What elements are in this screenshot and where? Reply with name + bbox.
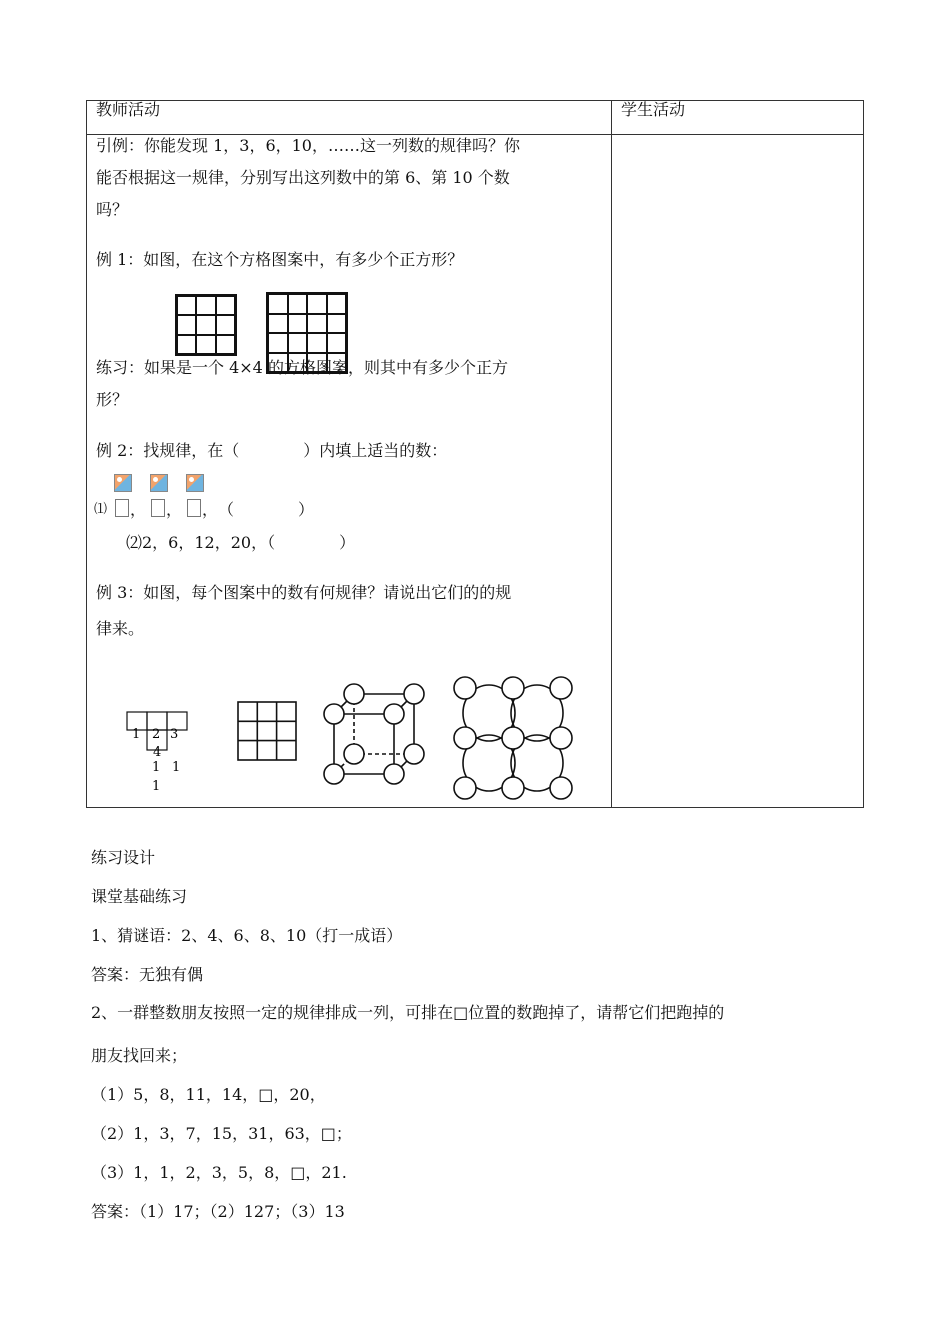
header-student: 学生活动 (621, 100, 686, 119)
question-2-item-3: （3）1，1，2，3，5，8，□，21. (91, 1163, 347, 1182)
header-teacher: 教师活动 (96, 100, 161, 119)
grid-figure (238, 702, 296, 760)
fig-num-a: 1 (132, 727, 141, 742)
practice-line-1: 练习：如果是一个 4×4 的方格图案，则其中有多少个正方 (96, 358, 508, 377)
intro-line-2: 能否根据这一规律，分别写出这列数中的第 6、第 10 个数 (96, 168, 510, 187)
pattern-picture-icon (186, 474, 204, 492)
example-2: 例 2：找规律，在（ ）内填上适当的数： (96, 441, 448, 460)
cube-figure (324, 684, 424, 784)
example-3-line-2: 律来。 (96, 619, 145, 638)
fig-num-c: 3 (170, 727, 179, 742)
practice-title: 练习设计 (91, 848, 156, 867)
question-1: 1、猜谜语：2、4、6、8、10（打一成语） (91, 926, 403, 945)
question-2-item-2: （2）1，3，7，15，31，63，□； (91, 1124, 352, 1143)
answer-2: 答案：（1）17；（2）127；（3）13 (91, 1202, 345, 1221)
comma: ， (166, 500, 183, 519)
fig-num-g: 1 (152, 779, 161, 794)
question-2-line-1: 2、一群整数朋友按照一定的规律排成一列，可排在□位置的数跑掉了，请帮它们把跑掉的 (91, 1003, 725, 1022)
example-2-item-1-label: ⑴ (94, 502, 108, 517)
practice-line-2: 形？ (96, 390, 129, 409)
blank-box (187, 499, 201, 517)
fig-num-d: 4 (153, 745, 162, 760)
answer-1: 答案：无独有偶 (91, 965, 204, 984)
practice-subtitle: 课堂基础练习 (91, 887, 188, 906)
example-1: 例 1：如图，在这个方格图案中，有多少个正方形？ (96, 250, 464, 269)
fig-num-f: 1 (172, 760, 181, 775)
question-2-item-1: （1）5，8，11，14，□，20， (91, 1085, 326, 1104)
ring-network-figure (454, 677, 572, 799)
blank-box (115, 499, 129, 517)
pattern-picture-icon (114, 474, 132, 492)
intro-line-3: 吗？ (96, 200, 129, 219)
comma: ， (130, 500, 147, 519)
pattern-picture-icon (150, 474, 168, 492)
example-2-item-2: ⑵2，6，12，20，（ ） (126, 533, 356, 552)
question-2-line-2: 朋友找回来； (91, 1046, 188, 1065)
fig-num-b: 2 (152, 727, 161, 742)
fig-num-e: 1 (152, 760, 161, 775)
grid-3x3-figure (175, 294, 237, 356)
example-3-figures (120, 665, 590, 805)
example-2-item-1-tail: ， （ ） (202, 500, 315, 519)
blank-box (151, 499, 165, 517)
example-3-line-1: 例 3：如图，每个图案中的数有何规律？请说出它们的的规 (96, 583, 512, 602)
column-divider (611, 100, 612, 808)
header-divider (86, 134, 864, 135)
intro-line-1: 引例：你能发现 1，3，6，10，……这一列数的规律吗？你 (96, 136, 520, 155)
